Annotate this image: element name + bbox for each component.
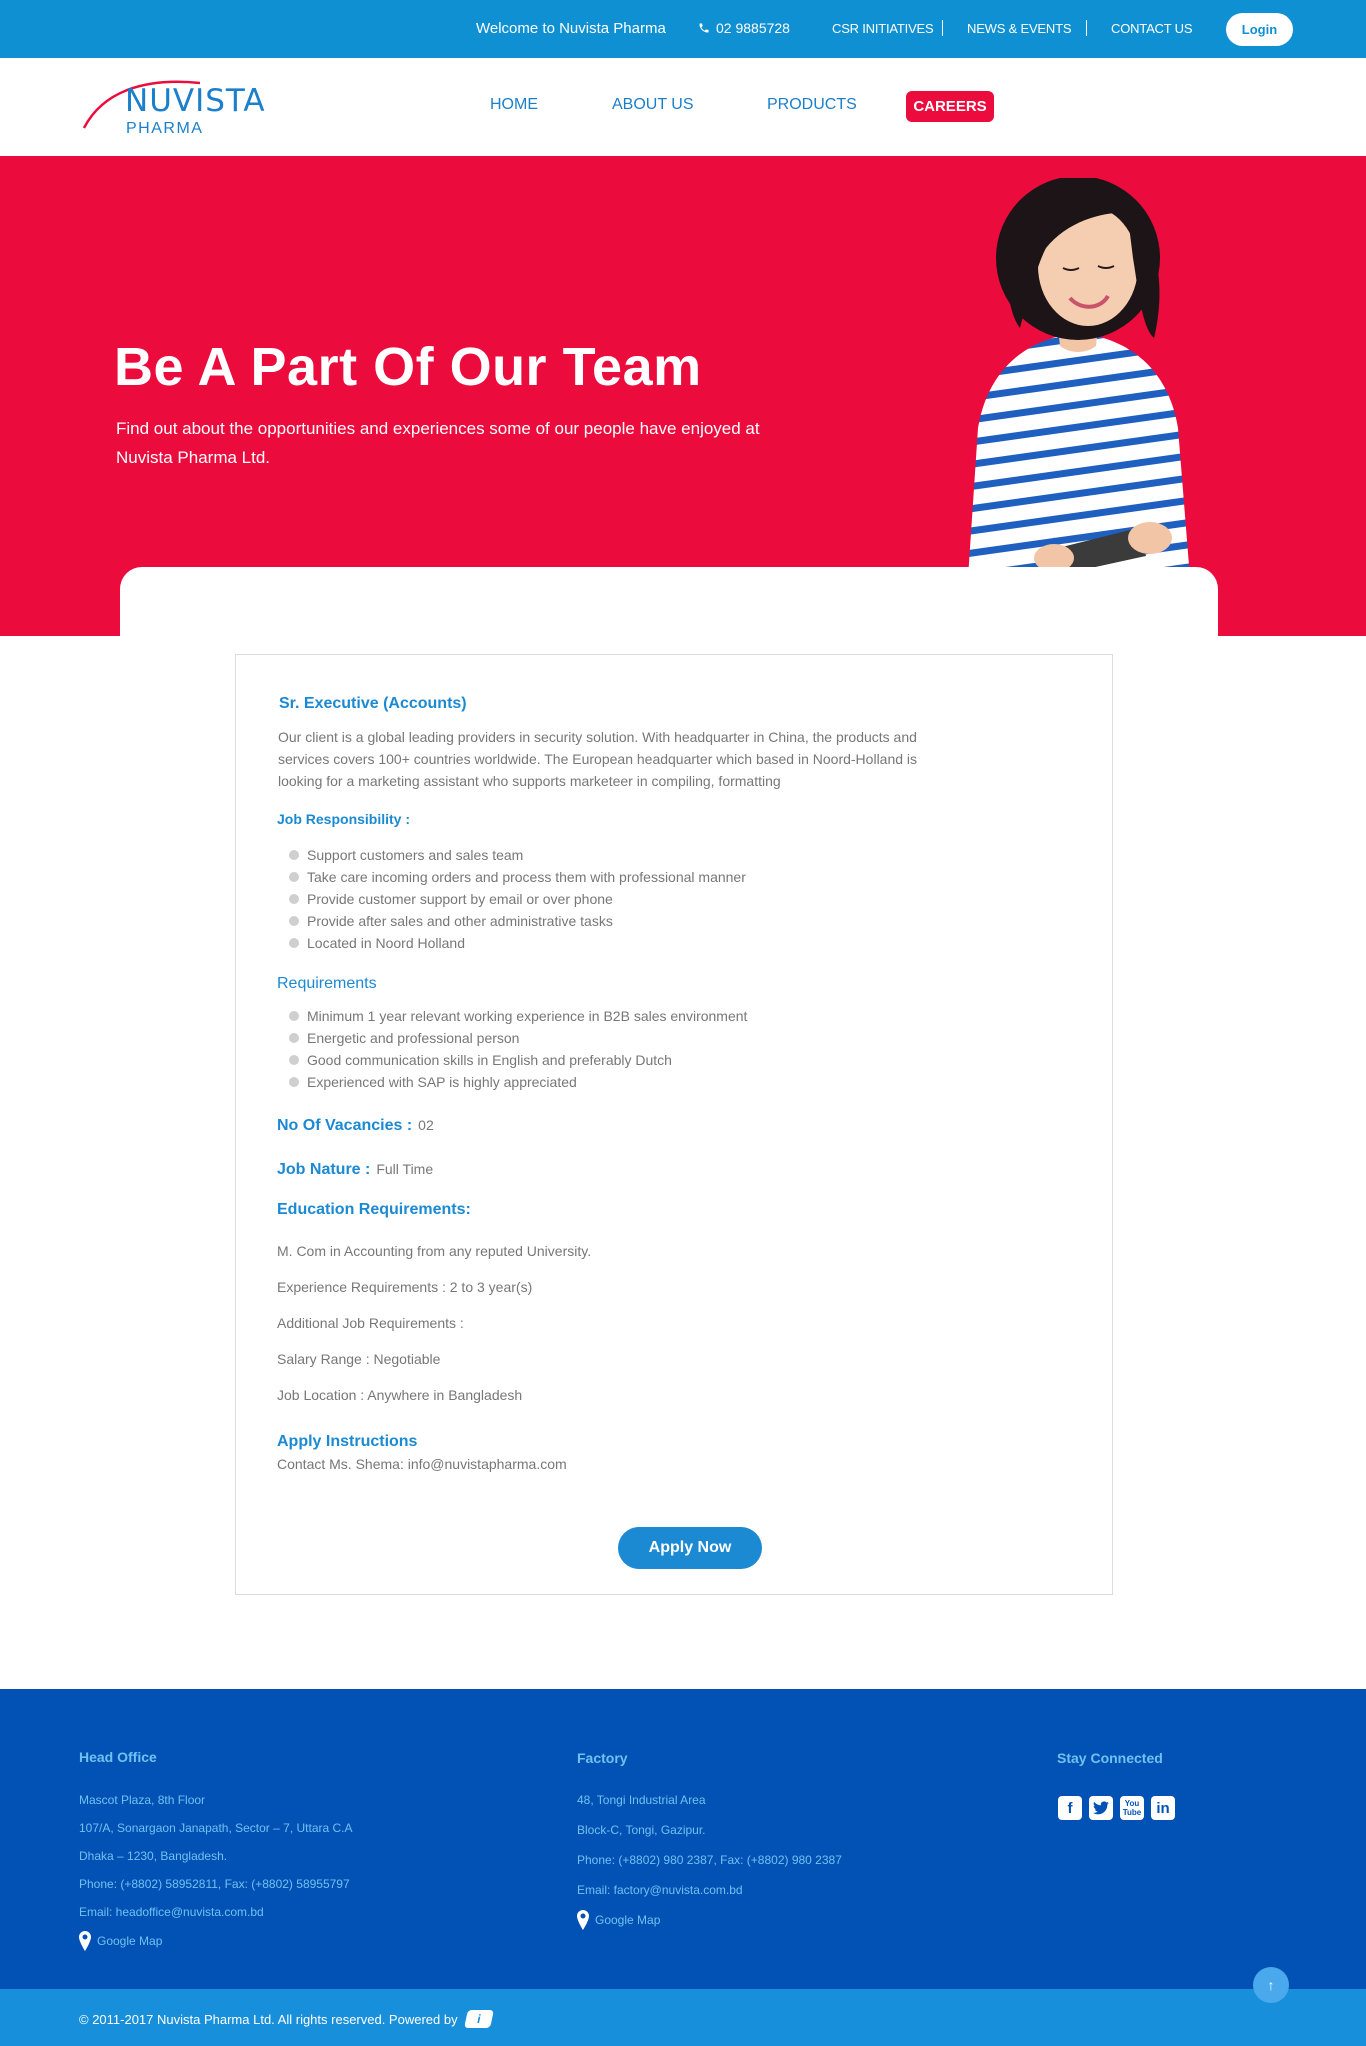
location-detail: Job Location : Anywhere in Bangladesh — [277, 1387, 523, 1403]
phone-contact[interactable] — [698, 20, 790, 36]
logo-subtitle: PHARMA — [126, 120, 204, 137]
site-footer — [0, 1689, 1366, 1989]
nav-careers[interactable]: CAREERS — [906, 91, 994, 122]
responsibility-list — [289, 844, 746, 954]
phone-line: Phone: (+8802) 58952811, Fax: (+8802) 58955797 — [79, 1877, 350, 1891]
factory-title: Factory — [577, 1750, 628, 1766]
linkedin-icon[interactable]: in — [1151, 1796, 1175, 1820]
social-links — [1058, 1796, 1175, 1820]
bottom-bar — [0, 1989, 1366, 2046]
list-item: Take care incoming orders and process them with professional manner — [289, 866, 746, 888]
news-events-link[interactable]: NEWS & EVENTS — [967, 21, 1072, 36]
address-line: Block-C, Tongi, Gazipur. — [577, 1823, 706, 1837]
scroll-to-top-button[interactable] — [1253, 1967, 1289, 2003]
phone-line: Phone: (+8802) 980 2387, Fax: (+8802) 980 2387 — [577, 1853, 842, 1867]
stay-connected-title: Stay Connected — [1057, 1750, 1163, 1766]
copyright — [79, 2010, 492, 2028]
list-item: Good communication skills in English and preferably Dutch — [289, 1049, 747, 1071]
list-item: Support customers and sales team — [289, 844, 746, 866]
education-heading: Education Requirements: — [277, 1201, 471, 1218]
nav-about-us[interactable]: ABOUT US — [612, 96, 694, 113]
job-title: Sr. Executive (Accounts) — [279, 695, 467, 712]
list-item: Energetic and professional person — [289, 1027, 747, 1049]
list-item: Located in Noord Holland — [289, 932, 746, 954]
hero-title: Be A Part Of Our Team — [114, 337, 702, 397]
list-item: Provide customer support by email or over phone — [289, 888, 746, 910]
hero-card-top — [120, 567, 1218, 636]
arrow-up-icon: ↑ — [1267, 1977, 1275, 1993]
apply-now-button[interactable]: Apply Now — [618, 1527, 762, 1569]
additional-requirements-detail: Additional Job Requirements : — [277, 1315, 464, 1331]
email-line[interactable]: Email: factory@nuvista.com.bd — [577, 1883, 743, 1897]
developer-logo-icon[interactable]: i — [464, 2010, 494, 2028]
email-line[interactable]: Email: headoffice@nuvista.com.bd — [79, 1905, 264, 1919]
address-line: Dhaka – 1230, Bangladesh. — [79, 1849, 228, 1863]
logo-wordmark: NUVISTA — [125, 83, 266, 119]
address-line: Mascot Plaza, 8th Floor — [79, 1793, 206, 1807]
map-pin-icon — [79, 1931, 91, 1951]
vacancies-label: No Of Vacancies : — [277, 1117, 413, 1134]
job-nature-row — [277, 1161, 433, 1179]
divider — [942, 20, 943, 36]
vacancies-row — [277, 1117, 434, 1135]
facebook-icon[interactable]: f — [1058, 1796, 1082, 1820]
hero-woman-image — [928, 178, 1228, 578]
twitter-icon[interactable] — [1089, 1796, 1113, 1820]
factory-map-link[interactable] — [577, 1910, 660, 1930]
site-header — [0, 58, 1366, 156]
job-description: Our client is a global leading providers in security solution. With headquarter in China, the products and services covers 100+ countries worldwide. The European headquarter which based in Noord-Holland is looking for a marketing assistant who supports marketeer in compiling, formatting — [278, 729, 918, 789]
job-responsibility-heading: Job Responsibility : — [277, 811, 411, 827]
job-details-card — [235, 654, 1113, 1595]
nav-home[interactable]: HOME — [490, 96, 538, 113]
hero-subtitle: Find out about the opportunities and experiences some of our people have enjoyed at Nuvista Pharma Ltd. — [116, 419, 760, 467]
head-office-map-link[interactable] — [79, 1931, 162, 1951]
phone-icon — [698, 22, 710, 34]
nav-products[interactable]: PRODUCTS — [767, 96, 857, 113]
top-bar — [0, 0, 1366, 58]
apply-instructions-heading: Apply Instructions — [277, 1433, 418, 1450]
list-item: Minimum 1 year relevant working experience in B2B sales environment — [289, 1005, 747, 1027]
map-pin-icon — [577, 1910, 589, 1930]
nuvista-logo[interactable] — [82, 73, 266, 143]
requirements-heading: Requirements — [277, 975, 377, 992]
education-detail: M. Com in Accounting from any reputed University. — [277, 1243, 592, 1259]
experience-detail: Experience Requirements : 2 to 3 year(s) — [277, 1279, 533, 1295]
head-office-title: Head Office — [79, 1749, 157, 1765]
vacancies-value: 02 — [418, 1117, 434, 1133]
list-item: Provide after sales and other administrative tasks — [289, 910, 746, 932]
job-nature-label: Job Nature : — [277, 1161, 371, 1178]
welcome-text: Welcome to Nuvista Pharma — [476, 20, 666, 37]
address-line: 48, Tongi Industrial Area — [577, 1793, 706, 1807]
youtube-icon[interactable]: You Tube — [1120, 1796, 1144, 1820]
divider — [1086, 20, 1087, 36]
map-link-label: Google Map — [97, 1934, 163, 1948]
copyright-text: © 2011-2017 Nuvista Pharma Ltd. All rights reserved. Powered by — [79, 2011, 458, 2027]
job-nature-value: Full Time — [376, 1161, 434, 1177]
address-line: 107/A, Sonargaon Janapath, Sector – 7, Uttara C.A — [79, 1821, 353, 1835]
map-link-label: Google Map — [595, 1913, 661, 1927]
login-button[interactable]: Login — [1226, 13, 1293, 46]
salary-detail: Salary Range : Negotiable — [277, 1351, 441, 1367]
requirements-list — [289, 1005, 747, 1093]
contact-us-link[interactable]: CONTACT US — [1111, 21, 1193, 36]
hero-banner — [0, 156, 1366, 636]
apply-contact: Contact Ms. Shema: info@nuvistapharma.com — [277, 1456, 567, 1472]
csr-initiatives-link[interactable]: CSR INITIATIVES — [832, 21, 934, 36]
phone-number: 02 9885728 — [716, 20, 790, 36]
list-item: Experienced with SAP is highly appreciated — [289, 1071, 747, 1093]
